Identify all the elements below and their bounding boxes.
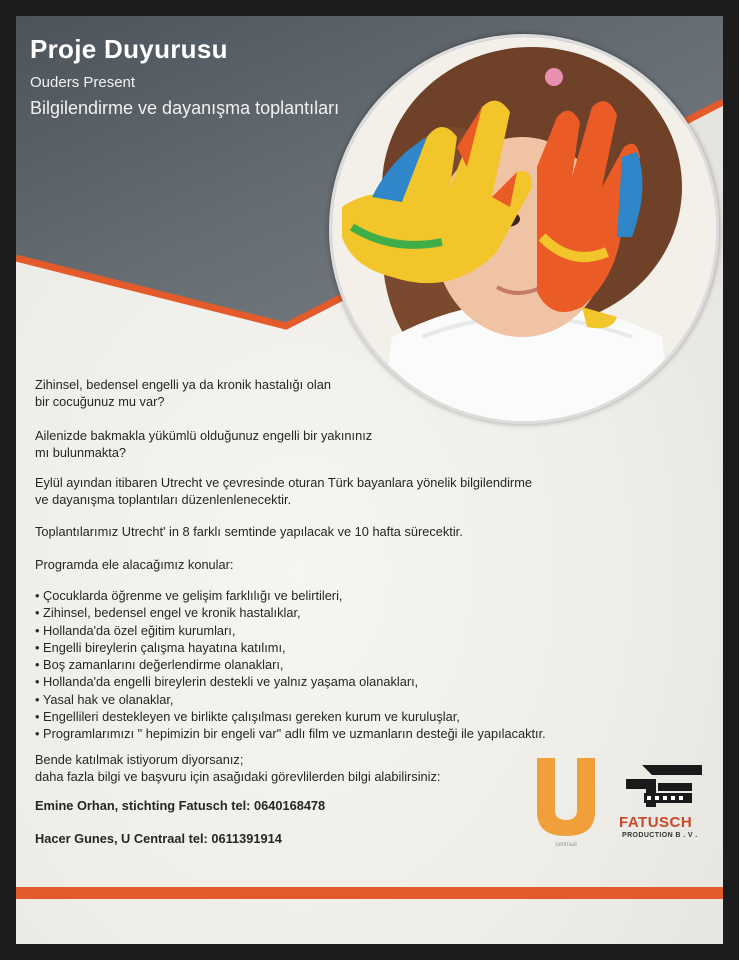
- intro-paragraph-1: Eylül ayından itibaren Utrecht ve çevresinde oturan Türk bayanlara yönelik bilgilendirme ve dayanışma toplantıları düzenlenlenecektir.: [35, 475, 532, 507]
- intro-question-2: Ailenizde bakmakla yükümlü olduğunuz engelli bir yakınınız mı bulunmakta?: [35, 428, 373, 460]
- list-item: • Çocuklarda öğrenme ve gelişim farklılığı ve belirtileri,: [35, 587, 546, 604]
- fatusch-name: FATUSCH: [619, 814, 693, 831]
- poster-title: Proje Duyurusu: [30, 34, 228, 64]
- list-item: • Boş zamanlarını değerlendirme olanakları,: [35, 656, 546, 673]
- list-item: • Zihinsel, bedensel engel ve kronik hastalıklar,: [35, 604, 546, 621]
- child-photo: [329, 34, 719, 424]
- poster: [16, 16, 723, 944]
- topic-list: [35, 587, 546, 743]
- program-heading: Programda ele alacağımız konular:: [35, 557, 234, 572]
- list-item: • Programlarımızı " hepimizin bir engeli var" adlı film ve uzmanların desteği ile yapılacaktır.: [35, 725, 546, 742]
- contact-hacer: Hacer Gunes, U Centraal tel: 0611391914: [35, 831, 282, 846]
- closing-text: Bende katılmak istiyorum diyorsanız; daha fazla bilgi ve başvuru için asağıdaki görevlilerden bilgi alabilirsiniz:: [35, 752, 441, 784]
- bottom-accent-bar: [16, 887, 723, 899]
- list-item: • Engelli bireylerin çalışma hayatına katılımı,: [35, 639, 546, 656]
- u-logo-caption: centraal: [555, 842, 577, 848]
- list-item: • Hollanda'da engelli bireylerin destekli ve yalnız yaşama olanakları,: [35, 673, 546, 690]
- child-painted-hands-photo-icon: [332, 37, 716, 421]
- poster-tagline: Bilgilendirme ve dayanışma toplantıları: [30, 98, 340, 118]
- list-item: • Hollanda'da özel eğitim kurumları,: [35, 622, 546, 639]
- fatusch-subtitle: PRODUCTION B . V .: [622, 832, 698, 839]
- intro-paragraph-2: Toplantılarımız Utrecht' in 8 farklı semtinde yapılacak ve 10 hafta sürecektir.: [35, 524, 463, 539]
- poster-subtitle: Ouders Present: [30, 74, 136, 91]
- list-item: • Yasal hak ve olanaklar,: [35, 691, 546, 708]
- u-centraal-logo: [535, 756, 597, 848]
- intro-question-1: Zihinsel, bedensel engelli ya da kronik hastalığı olan bir cocuğunuz mu var?: [35, 377, 331, 409]
- contact-emine: Emine Orhan, stichting Fatusch tel: 0640168478: [35, 798, 326, 813]
- list-item: • Engellileri destekleyen ve birlikte çalışılması gereken kurum ve kuruluşlar,: [35, 708, 546, 725]
